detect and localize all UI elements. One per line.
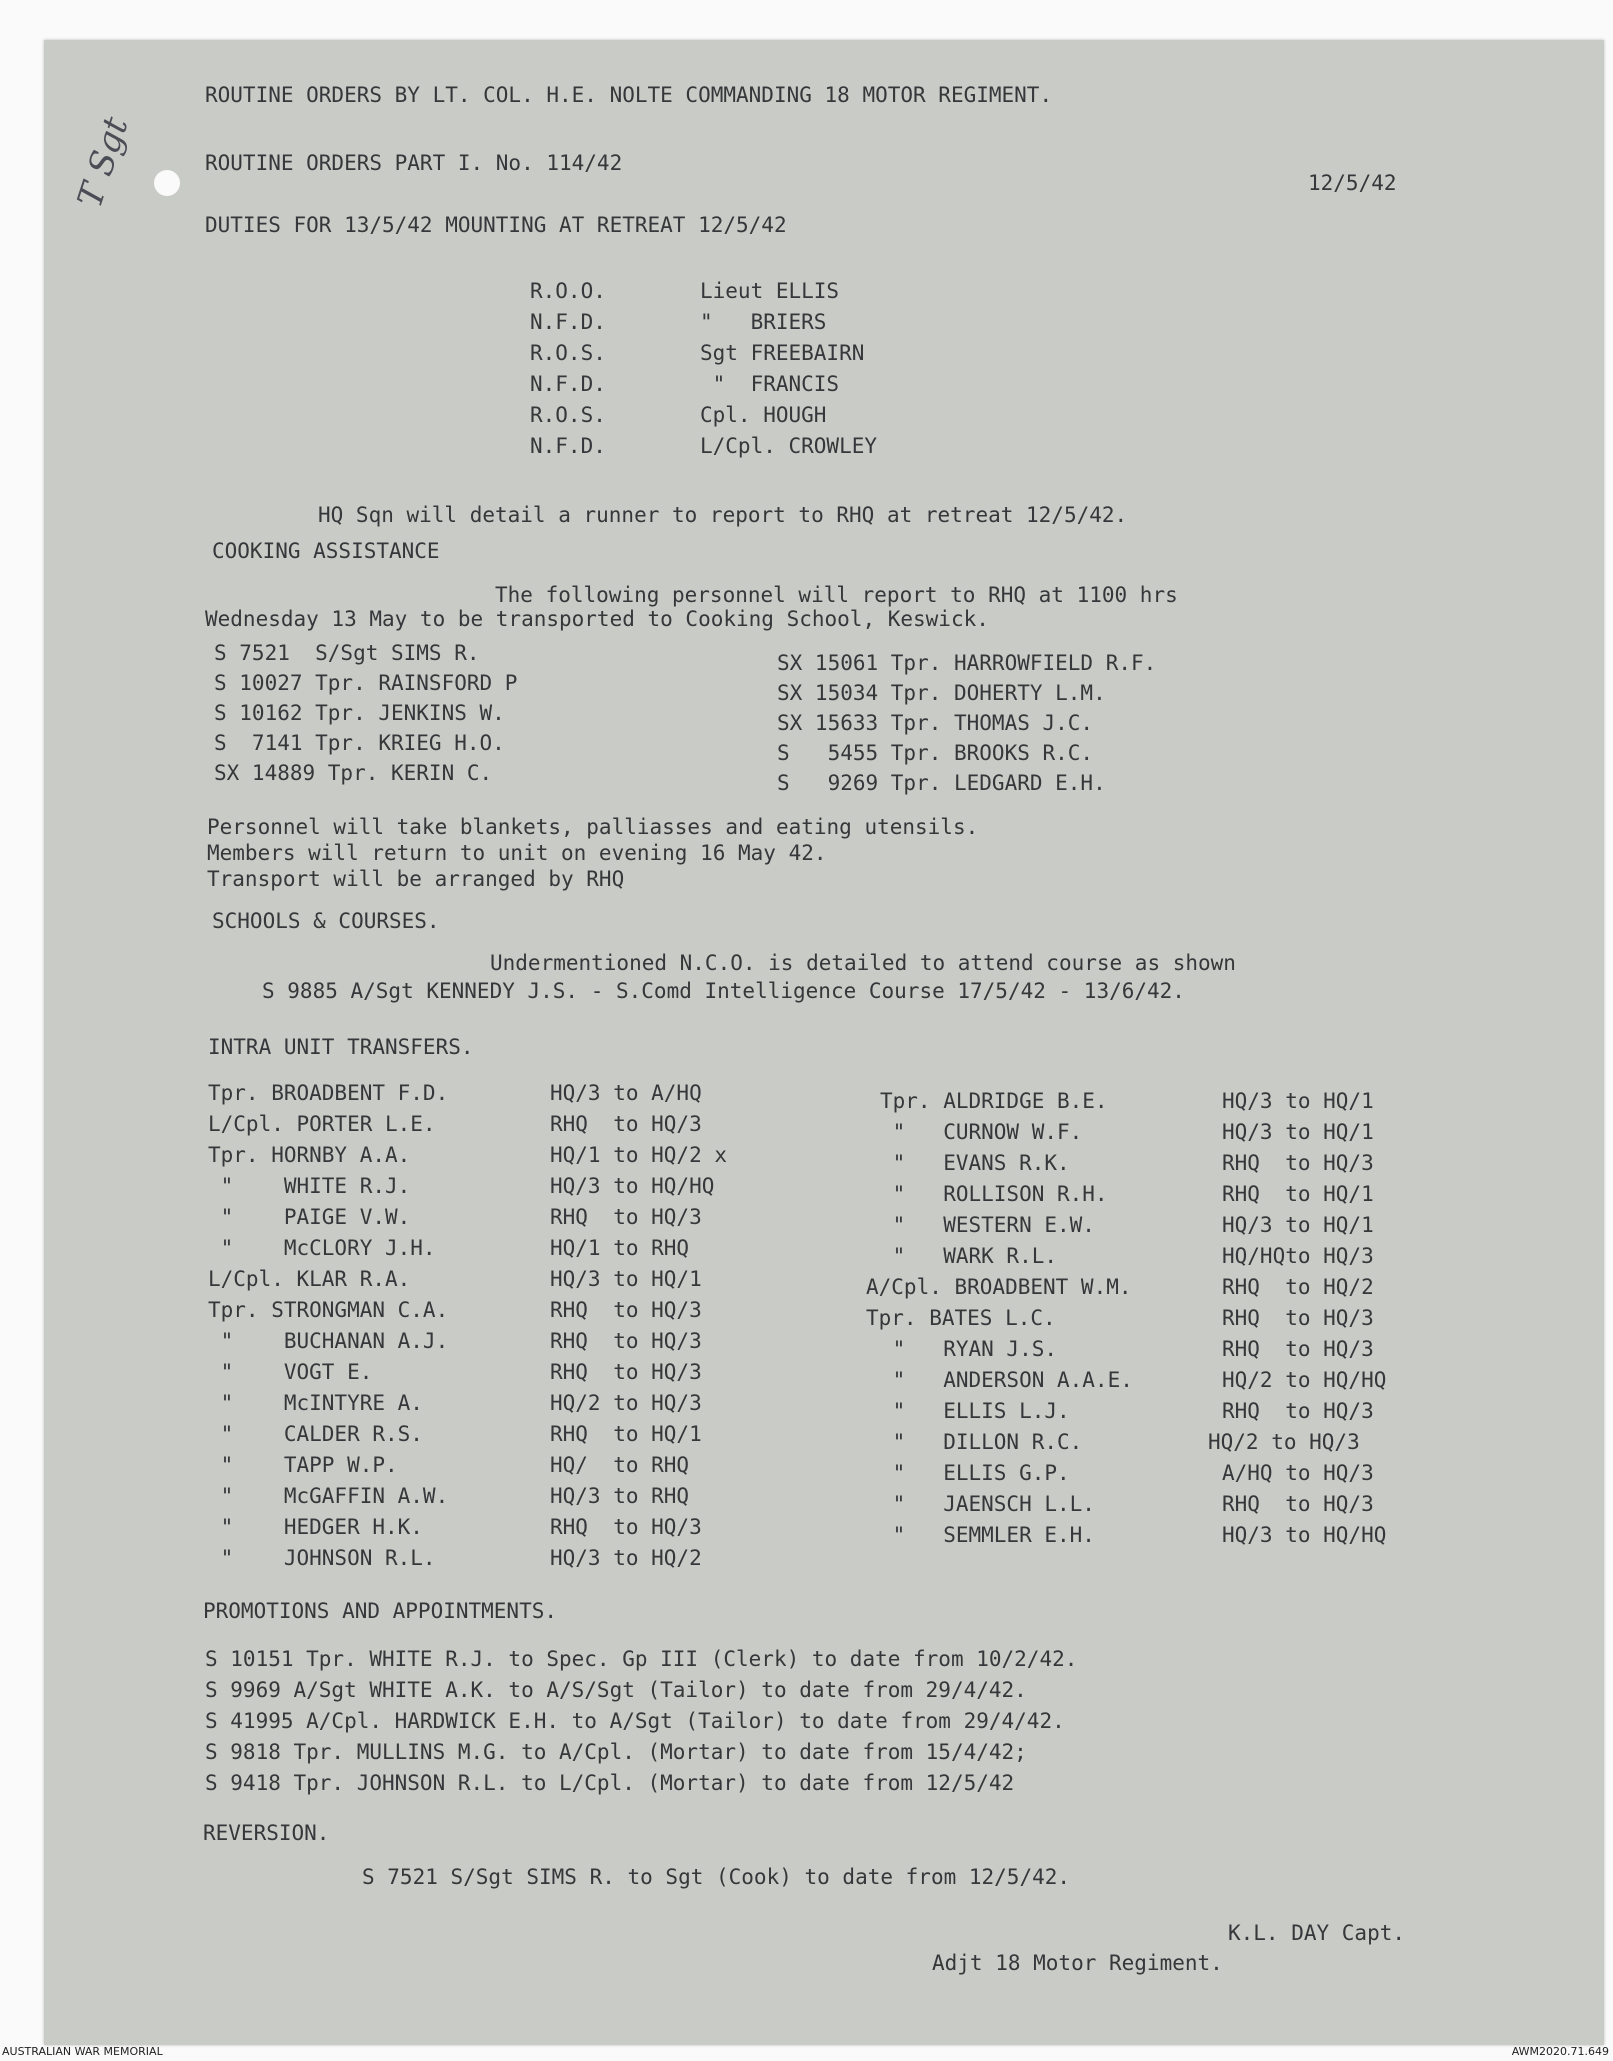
promotion-entry: S 9818 Tpr. MULLINS M.G. to A/Cpl. (Mortar) to date from 15/4/42; (205, 1740, 1027, 1764)
cooking-note: Personnel will take blankets, palliasses and eating utensils. (207, 815, 979, 839)
transfer-name: A/Cpl. BROADBENT W.M. (866, 1275, 1132, 1299)
transfer-name: " TAPP W.P. (208, 1453, 398, 1477)
signature-name: K.L. DAY Capt. (1228, 1921, 1406, 1945)
transfer-move: RHQ to HQ/3 (550, 1298, 702, 1322)
transfer-move: HQ/3 to HQ/HQ (550, 1174, 715, 1198)
transfer-move: HQ/2 to HQ/HQ (1222, 1368, 1387, 1392)
cooking-note: Transport will be arranged by RHQ (207, 867, 625, 891)
transfer-move: HQ/3 to HQ/1 (1222, 1213, 1374, 1237)
section-heading-promotions: PROMOTIONS AND APPOINTMENTS. (203, 1599, 558, 1623)
transfer-name: " CURNOW W.F. (880, 1120, 1083, 1144)
schools-entry: S 9885 A/Sgt KENNEDY J.S. - S.Comd Intelligence Course 17/5/42 - 13/6/42. (262, 979, 1185, 1003)
list-item: S 9269 Tpr. LEDGARD E.H. (777, 771, 1106, 795)
transfer-move: HQ/1 to HQ/2 x (550, 1143, 728, 1167)
transfer-move: RHQ to HQ/3 (550, 1112, 702, 1136)
transfer-move: HQ/3 to HQ/HQ (1222, 1523, 1387, 1547)
transfer-name: " VOGT E. (208, 1360, 373, 1384)
transfer-move: A/HQ to HQ/3 (1222, 1461, 1374, 1485)
list-item: SX 15633 Tpr. THOMAS J.C. (777, 711, 1094, 735)
transfer-move: HQ/HQto HQ/3 (1222, 1244, 1374, 1268)
transfer-move: HQ/ to RHQ (550, 1453, 690, 1477)
transfer-name: Tpr. HORNBY A.A. (208, 1143, 411, 1167)
transfer-move: RHQ to HQ/3 (550, 1515, 702, 1539)
transfer-name: Tpr. STRONGMAN C.A. (208, 1298, 449, 1322)
transfer-name: " ROLLISON R.H. (880, 1182, 1108, 1206)
transfer-move: RHQ to HQ/3 (550, 1329, 702, 1353)
list-item: S 10162 Tpr. JENKINS W. (214, 701, 505, 725)
transfer-name: " HEDGER H.K. (208, 1515, 423, 1539)
roster-role: R.O.S. (530, 403, 606, 427)
promotion-entry: S 9418 Tpr. JOHNSON R.L. to L/Cpl. (Mortar) to date from 12/5/42 (205, 1771, 1015, 1795)
promotion-entry: S 10151 Tpr. WHITE R.J. to Spec. Gp III (Clerk) to date from 10/2/42. (205, 1647, 1078, 1671)
list-item: S 7141 Tpr. KRIEG H.O. (214, 731, 505, 755)
punch-hole (154, 170, 180, 196)
roster-name: Sgt FREEBAIRN (700, 341, 865, 365)
footer-left: AUSTRALIAN WAR MEMORIAL (2, 2045, 163, 2058)
handwritten-note: T Sgt (70, 112, 137, 213)
transfer-name: " WHITE R.J. (208, 1174, 411, 1198)
transfer-name: " JOHNSON R.L. (208, 1546, 436, 1570)
roster-name: Lieut ELLIS (700, 279, 840, 303)
schools-intro: Undermentioned N.C.O. is detailed to attend course as shown (490, 951, 1236, 975)
transfer-name: " McGAFFIN A.W. (208, 1484, 449, 1508)
roster-role: R.O.O. (530, 279, 606, 303)
document-title: ROUTINE ORDERS BY LT. COL. H.E. NOLTE COMMANDING 18 MOTOR REGIMENT. (205, 83, 1053, 107)
transfer-move: HQ/3 to HQ/2 (550, 1546, 702, 1570)
list-item: S 5455 Tpr. BROOKS R.C. (777, 741, 1094, 765)
transfer-move: RHQ to HQ/3 (550, 1360, 702, 1384)
section-heading-reversion: REVERSION. (203, 1821, 330, 1845)
transfer-name: " WESTERN E.W. (880, 1213, 1095, 1237)
transfer-name: " McCLORY J.H. (208, 1236, 436, 1260)
transfer-move: RHQ to HQ/3 (1222, 1306, 1374, 1330)
roster-name: " FRANCIS (700, 372, 840, 396)
list-item: SX 15034 Tpr. DOHERTY L.M. (777, 681, 1106, 705)
transfer-move: RHQ to HQ/1 (1222, 1182, 1374, 1206)
cooking-intro-1: The following personnel will report to RHQ at 1100 hrs (495, 583, 1178, 607)
transfer-move: RHQ to HQ/3 (1222, 1151, 1374, 1175)
roster-role: N.F.D. (530, 310, 606, 334)
list-item: SX 14889 Tpr. KERIN C. (214, 761, 493, 785)
cooking-intro-2: Wednesday 13 May to be transported to Cooking School, Keswick. (205, 607, 989, 631)
cooking-note: Members will return to unit on evening 16 May 42. (207, 841, 827, 865)
transfer-move: HQ/3 to HQ/1 (1222, 1120, 1374, 1144)
transfer-name: " ELLIS L.J. (880, 1399, 1070, 1423)
orders-part: ROUTINE ORDERS PART I. No. 114/42 (205, 151, 623, 175)
transfer-name: " WARK R.L. (880, 1244, 1058, 1268)
transfer-name: " SEMMLER E.H. (880, 1523, 1095, 1547)
roster-role: N.F.D. (530, 434, 606, 458)
promotion-entry: S 41995 A/Cpl. HARDWICK E.H. to A/Sgt (Tailor) to date from 29/4/42. (205, 1709, 1065, 1733)
footer-right: AWM2020.71.649 (1511, 2045, 1609, 2058)
runner-note: HQ Sqn will detail a runner to report to RHQ at retreat 12/5/42. (318, 503, 1128, 527)
transfer-move: RHQ to HQ/2 (1222, 1275, 1374, 1299)
roster-role: N.F.D. (530, 372, 606, 396)
roster-role: R.O.S. (530, 341, 606, 365)
list-item: SX 15061 Tpr. HARROWFIELD R.F. (777, 651, 1157, 675)
transfer-move: HQ/3 to HQ/1 (1222, 1089, 1374, 1113)
transfer-move: RHQ to HQ/3 (1222, 1337, 1374, 1361)
transfer-move: HQ/2 to HQ/3 (1208, 1430, 1360, 1454)
section-heading-transfers: INTRA UNIT TRANSFERS. (208, 1035, 474, 1059)
roster-name: Cpl. HOUGH (700, 403, 827, 427)
roster-name: L/Cpl. CROWLEY (700, 434, 878, 458)
list-item: S 10027 Tpr. RAINSFORD P (214, 671, 518, 695)
transfer-name: " PAIGE V.W. (208, 1205, 411, 1229)
transfer-name: " DILLON R.C. (880, 1430, 1083, 1454)
transfer-move: HQ/3 to HQ/1 (550, 1267, 702, 1291)
transfer-name: L/Cpl. PORTER L.E. (208, 1112, 436, 1136)
transfer-move: RHQ to HQ/3 (1222, 1492, 1374, 1516)
transfer-name: Tpr. BROADBENT F.D. (208, 1081, 449, 1105)
transfer-name: Tpr. ALDRIDGE B.E. (880, 1089, 1108, 1113)
transfer-name: " EVANS R.K. (880, 1151, 1070, 1175)
section-heading-cooking: COOKING ASSISTANCE (212, 539, 440, 563)
transfer-move: RHQ to HQ/1 (550, 1422, 702, 1446)
transfer-name: " ANDERSON A.A.E. (880, 1368, 1133, 1392)
transfer-move: HQ/2 to HQ/3 (550, 1391, 702, 1415)
transfer-name: " RYAN J.S. (880, 1337, 1058, 1361)
transfer-name: " CALDER R.S. (208, 1422, 423, 1446)
signature-title: Adjt 18 Motor Regiment. (932, 1951, 1223, 1975)
reversion-entry: S 7521 S/Sgt SIMS R. to Sgt (Cook) to date from 12/5/42. (362, 1865, 1071, 1889)
transfer-name: Tpr. BATES L.C. (866, 1306, 1056, 1330)
transfer-move: HQ/3 to A/HQ (550, 1081, 702, 1105)
transfer-move: HQ/3 to RHQ (550, 1484, 690, 1508)
transfer-name: L/Cpl. KLAR R.A. (208, 1267, 411, 1291)
order-date: 12/5/42 (1308, 171, 1397, 195)
transfer-move: HQ/1 to RHQ (550, 1236, 690, 1260)
transfer-name: " ELLIS G.P. (880, 1461, 1070, 1485)
list-item: S 7521 S/Sgt SIMS R. (214, 641, 480, 665)
transfer-name: " McINTYRE A. (208, 1391, 423, 1415)
promotion-entry: S 9969 A/Sgt WHITE A.K. to A/S/Sgt (Tailor) to date from 29/4/42. (205, 1678, 1027, 1702)
transfer-name: " BUCHANAN A.J. (208, 1329, 449, 1353)
section-heading-schools: SCHOOLS & COURSES. (212, 909, 440, 933)
transfer-move: RHQ to HQ/3 (550, 1205, 702, 1229)
duties-line: DUTIES FOR 13/5/42 MOUNTING AT RETREAT 12/5/42 (205, 213, 787, 237)
transfer-move: RHQ to HQ/3 (1222, 1399, 1374, 1423)
roster-name: " BRIERS (700, 310, 827, 334)
transfer-name: " JAENSCH L.L. (880, 1492, 1095, 1516)
